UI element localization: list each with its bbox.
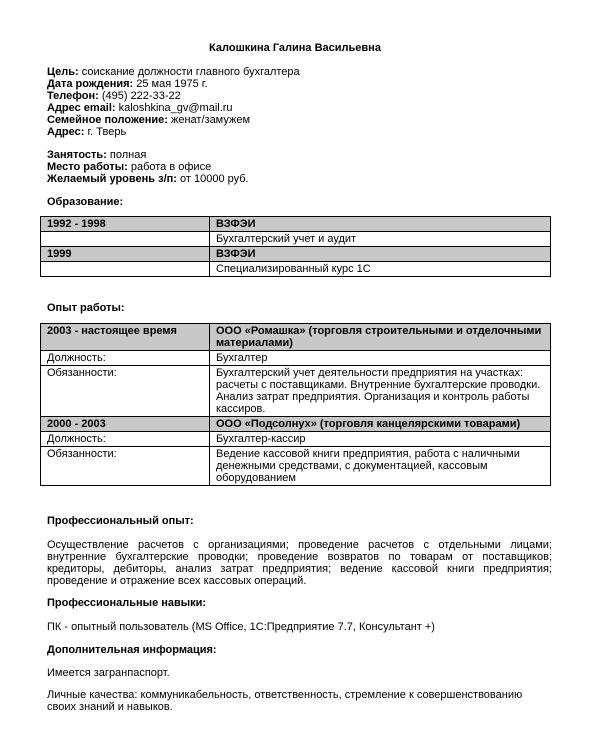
additional-info-personal-qualities: Личные качества: коммуникабельность, ответственность, стремление к совершенствованию своих знаний и навыков. bbox=[47, 689, 523, 713]
table-row bbox=[41, 351, 551, 366]
table-row bbox=[41, 232, 551, 247]
professional-experience-text: Осуществление расчетов с организациями; проведение расчетов с отдельными лицами; внутренние бухгалтерские проводки; проведение возвратов по товарам от поставщиков; кредиторы, дебиторы, анализ затрат предприятия; ведение кассовой книги предприятия; проведение и отражение всех кассовых операций. bbox=[47, 539, 552, 587]
field-label: Дата рождения: bbox=[47, 78, 134, 90]
table-cell: Обязанности: bbox=[41, 447, 210, 486]
field-value: полная bbox=[109, 149, 147, 161]
table-cell: 1992 - 1998 bbox=[41, 217, 210, 232]
table-cell: Должность: bbox=[41, 432, 210, 447]
table-cell bbox=[41, 232, 210, 247]
table-cell: Специализированный курс 1С bbox=[210, 262, 551, 277]
table-cell: 2003 - настоящее время bbox=[41, 324, 210, 351]
table-cell: Должность: bbox=[41, 351, 210, 366]
table-row bbox=[41, 447, 551, 486]
candidate-name: Калошкина Галина Васильевна bbox=[209, 42, 381, 54]
table-row bbox=[41, 324, 551, 351]
education-heading: Образование: bbox=[47, 196, 124, 208]
email-row bbox=[47, 102, 557, 114]
additional-info-heading: Дополнительная информация: bbox=[47, 644, 217, 656]
employment-type-row bbox=[47, 149, 557, 161]
field-label: Адрес: bbox=[47, 126, 85, 138]
table-cell: 2000 - 2003 bbox=[41, 417, 210, 432]
field-label: Желаемый уровень з/п: bbox=[47, 173, 177, 185]
field-value: работа в офисе bbox=[130, 161, 212, 173]
field-value: 25 мая 1975 г. bbox=[136, 78, 208, 90]
table-row bbox=[41, 366, 551, 417]
table-cell: ООО «Подсолнух» (торговля канцелярскими товарами) bbox=[210, 417, 551, 432]
table-row bbox=[41, 432, 551, 447]
table-cell bbox=[41, 262, 210, 277]
field-value: от 10000 руб. bbox=[180, 173, 249, 185]
table-cell: 1999 bbox=[41, 247, 210, 262]
table-cell: Бухгалтерский учет и аудит bbox=[210, 232, 551, 247]
salary-row bbox=[47, 173, 557, 185]
table-cell: Бухгалтерский учет деятельности предприятия на участках: расчеты с поставщиками. Внутренние бухгалтерские проводки. Анализ затрат предприятия. Организация и контроль работы кассиров. bbox=[210, 366, 551, 417]
table-cell: Ведение кассовой книги предприятия, работа с наличными денежными средствами, с документацией, кассовым оборудованием bbox=[210, 447, 551, 486]
employment-info bbox=[47, 149, 557, 185]
field-value: (495) 222-33-22 bbox=[101, 90, 181, 102]
table-cell: ВЗФЭИ bbox=[210, 247, 551, 262]
personal-info bbox=[47, 66, 557, 138]
professional-skills-text: ПК - опытный пользователь (MS Office, 1С:Предприятие 7.7, Консультант +) bbox=[47, 621, 435, 633]
table-cell: Бухгалтер-кассир bbox=[210, 432, 551, 447]
table-cell: Обязанности: bbox=[41, 366, 210, 417]
field-label: Место работы: bbox=[47, 161, 128, 173]
table-cell: Бухгалтер bbox=[210, 351, 551, 366]
field-value: женат/замужем bbox=[171, 114, 251, 126]
workplace-row bbox=[47, 161, 557, 173]
table-row bbox=[41, 262, 551, 277]
professional-experience-heading: Профессиональный опыт: bbox=[47, 515, 194, 527]
field-label: Цель: bbox=[47, 66, 79, 78]
education-table bbox=[40, 216, 551, 277]
field-value: г. Тверь bbox=[87, 126, 127, 138]
field-value: kaloshkina_gv@mail.ru bbox=[118, 102, 233, 114]
marital-status-row bbox=[47, 114, 557, 126]
experience-heading: Опыт работы: bbox=[47, 302, 125, 314]
professional-skills-heading: Профессиональные навыки: bbox=[47, 597, 207, 609]
table-cell: ООО «Ромашка» (торговля строительными и отделочными материалами) bbox=[210, 324, 551, 351]
goal-row bbox=[47, 66, 557, 78]
phone-row bbox=[47, 90, 557, 102]
table-row bbox=[41, 217, 551, 232]
table-cell: ВЗФЭИ bbox=[210, 217, 551, 232]
address-row bbox=[47, 126, 557, 138]
birthdate-row bbox=[47, 78, 557, 90]
field-label: Адрес email: bbox=[47, 102, 116, 114]
field-label: Семейное положение: bbox=[47, 114, 168, 126]
field-label: Телефон: bbox=[47, 90, 99, 102]
field-value: соискание должности главного бухгалтера bbox=[81, 66, 300, 78]
field-label: Занятость: bbox=[47, 149, 107, 161]
table-row bbox=[41, 247, 551, 262]
additional-info-passport: Имеется загранпаспорт. bbox=[47, 667, 170, 679]
experience-table bbox=[40, 323, 551, 486]
table-row bbox=[41, 417, 551, 432]
